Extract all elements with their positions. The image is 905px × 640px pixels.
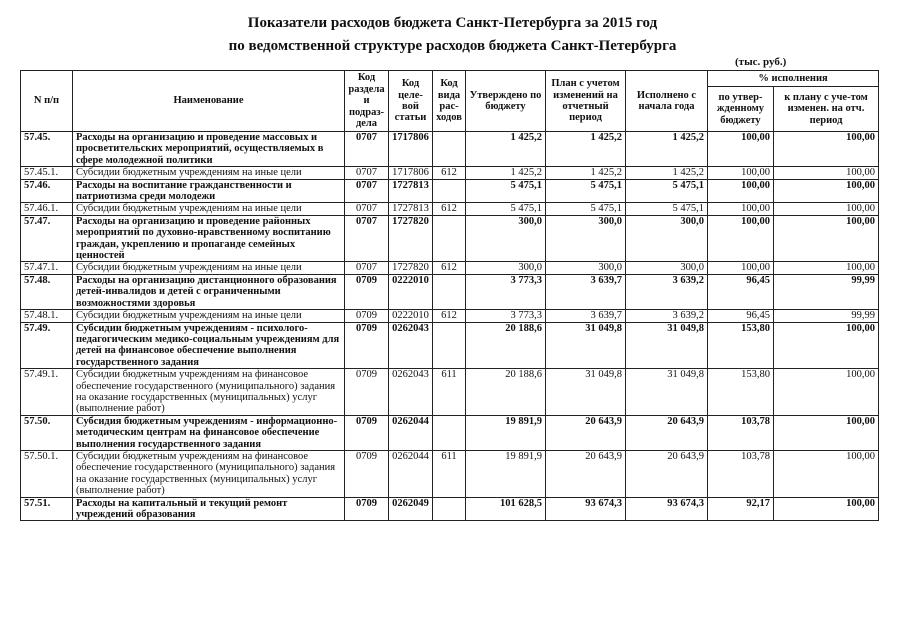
table-row [21,132,879,167]
row-plan: 3 639,7 [546,274,626,309]
row-plan: 93 674,3 [546,497,626,521]
row-name: Расходы на организацию и проведение районных мероприятий по духовно-нравственному воспитанию граждан, укреплению и пропаганде семейных ценностей [73,215,345,262]
row-pct-approved: 100,00 [708,167,774,179]
row-approved: 101 628,5 [466,497,546,521]
row-name: Расходы на капитальный и текущий ремонт учреждений образования [73,497,345,521]
row-vid-code: 612 [433,167,466,179]
row-pct-approved: 153,80 [708,322,774,369]
row-statya-code: 1727813 [389,179,433,203]
row-vid-code [433,132,466,167]
row-name: Субсидии бюджетным учреждениям - психолого-педагогическим медико-социальным учреждениям для детей на финансовое обеспечение выполнения государственного задания [73,322,345,369]
row-razdel-code: 0709 [345,450,389,497]
row-executed: 20 643,9 [626,450,708,497]
table-row [21,415,879,450]
row-pct-plan: 100,00 [774,369,879,416]
row-pct-approved: 92,17 [708,497,774,521]
document-subtitle: по ведомственной структуре расходов бюджета Санкт-Петербурга [228,38,677,54]
row-plan: 20 643,9 [546,415,626,450]
row-number: 57.46.1. [21,203,73,215]
row-number: 57.49. [21,322,73,369]
row-razdel-code: 0709 [345,274,389,309]
row-vid-code: 612 [433,203,466,215]
table-row [21,497,879,521]
row-executed: 5 475,1 [626,203,708,215]
row-approved: 20 188,6 [466,369,546,416]
row-vid-code: 612 [433,310,466,322]
row-vid-code: 611 [433,369,466,416]
row-statya-code: 1727820 [389,215,433,262]
row-razdel-code: 0709 [345,497,389,521]
row-razdel-code: 0707 [345,262,389,274]
row-pct-approved: 100,00 [708,132,774,167]
row-pct-plan: 100,00 [774,179,879,203]
row-number: 57.45. [21,132,73,167]
row-pct-approved: 103,78 [708,415,774,450]
row-pct-plan: 100,00 [774,262,879,274]
col-header-num: N п/п [21,71,73,132]
table-row [21,322,879,369]
col-header-vid: Код вида рас-ходов [433,71,466,132]
row-pct-plan: 100,00 [774,203,879,215]
row-statya-code: 1717806 [389,132,433,167]
row-pct-plan: 99,99 [774,310,879,322]
row-vid-code [433,179,466,203]
col-header-name: Наименование [73,71,345,132]
row-executed: 31 049,8 [626,322,708,369]
row-razdel-code: 0707 [345,167,389,179]
row-statya-code: 0262049 [389,497,433,521]
row-approved: 19 891,9 [466,450,546,497]
row-statya-code: 0222010 [389,310,433,322]
row-plan: 300,0 [546,262,626,274]
table-row [21,167,879,179]
row-plan: 3 639,7 [546,310,626,322]
row-pct-plan: 100,00 [774,497,879,521]
row-pct-plan: 100,00 [774,450,879,497]
units-label: (тыс. руб.) [735,56,787,68]
row-executed: 31 049,8 [626,369,708,416]
row-pct-approved: 100,00 [708,203,774,215]
row-vid-code [433,274,466,309]
row-approved: 5 475,1 [466,179,546,203]
row-plan: 1 425,2 [546,167,626,179]
row-number: 57.47. [21,215,73,262]
col-header-approved: Утверждено по бюджету [466,71,546,132]
col-header-plan: План с учетом изменений на отчетный период [546,71,626,132]
table-row [21,274,879,309]
row-number: 57.48.1. [21,310,73,322]
row-name: Субсидия бюджетным учреждениям - информационно-методическим центрам на финансовое обеспечение выполнения государственного задания [73,415,345,450]
row-plan: 5 475,1 [546,179,626,203]
row-vid-code [433,497,466,521]
row-pct-approved: 100,00 [708,215,774,262]
row-approved: 20 188,6 [466,322,546,369]
table-row [21,310,879,322]
row-razdel-code: 0707 [345,132,389,167]
row-name: Расходы на организацию и проведение массовых и просветительских мероприятий, осуществляемых в сфере молодежной политики [73,132,345,167]
row-number: 57.50.1. [21,450,73,497]
col-header-pct-approved: по утвер-жденному бюджету [708,87,774,132]
row-executed: 300,0 [626,262,708,274]
row-razdel-code: 0709 [345,415,389,450]
row-approved: 5 475,1 [466,203,546,215]
row-plan: 31 049,8 [546,322,626,369]
row-name: Субсидии бюджетным учреждениям на иные цели [73,310,345,322]
row-executed: 20 643,9 [626,415,708,450]
row-statya-code: 1717806 [389,167,433,179]
row-executed: 93 674,3 [626,497,708,521]
row-number: 57.48. [21,274,73,309]
row-plan: 5 475,1 [546,203,626,215]
table-row [21,215,879,262]
table-row [21,203,879,215]
row-statya-code: 1727813 [389,203,433,215]
row-plan: 300,0 [546,215,626,262]
row-number: 57.49.1. [21,369,73,416]
row-name: Расходы на воспитание гражданственности и патриотизма среди молодежи [73,179,345,203]
row-name: Субсидии бюджетным учреждениям на иные цели [73,262,345,274]
row-name: Расходы на организацию дистанционного образования детей-инвалидов и детей с ограниченными возможностями здоровья [73,274,345,309]
table-row [21,179,879,203]
col-header-statya: Код целе-вой статьи [389,71,433,132]
row-razdel-code: 0709 [345,369,389,416]
row-pct-plan: 100,00 [774,215,879,262]
row-pct-plan: 100,00 [774,132,879,167]
row-name: Субсидии бюджетным учреждениям на иные цели [73,203,345,215]
row-pct-approved: 100,00 [708,262,774,274]
row-approved: 1 425,2 [466,167,546,179]
row-executed: 3 639,2 [626,274,708,309]
table-row [21,369,879,416]
row-number: 57.51. [21,497,73,521]
row-statya-code: 0262043 [389,369,433,416]
col-header-pct-plan: к плану с уче-том изменен. на отч. период [774,87,879,132]
row-approved: 1 425,2 [466,132,546,167]
row-statya-code: 0262043 [389,322,433,369]
row-plan: 31 049,8 [546,369,626,416]
row-vid-code: 611 [433,450,466,497]
row-name: Субсидии бюджетным учреждениям на финансовое обеспечение государственного (муниципального) задания на оказание государственных (муниципальных) услуг (выполнение работ) [73,369,345,416]
col-header-executed: Исполнено с начала года [626,71,708,132]
row-number: 57.47.1. [21,262,73,274]
row-vid-code [433,415,466,450]
row-razdel-code: 0709 [345,322,389,369]
row-executed: 3 639,2 [626,310,708,322]
col-header-razdel: Код раздела и подраз-дела [345,71,389,132]
row-approved: 3 773,3 [466,310,546,322]
row-pct-plan: 100,00 [774,415,879,450]
row-number: 57.46. [21,179,73,203]
table-row [21,450,879,497]
row-plan: 20 643,9 [546,450,626,497]
row-statya-code: 0222010 [389,274,433,309]
row-pct-approved: 96,45 [708,310,774,322]
row-approved: 300,0 [466,262,546,274]
row-razdel-code: 0707 [345,215,389,262]
row-executed: 5 475,1 [626,179,708,203]
document-title: Показатели расходов бюджета Санкт-Петербурга за 2015 год [247,15,658,31]
row-pct-approved: 103,78 [708,450,774,497]
row-pct-plan: 99,99 [774,274,879,309]
row-razdel-code: 0707 [345,179,389,203]
row-executed: 300,0 [626,215,708,262]
row-statya-code: 0262044 [389,450,433,497]
row-statya-code: 1727820 [389,262,433,274]
row-razdel-code: 0709 [345,310,389,322]
table-row [21,262,879,274]
row-name: Субсидии бюджетным учреждениям на финансовое обеспечение государственного (муниципального) задания на оказание государственных (муниципальных) услуг (выполнение работ) [73,450,345,497]
row-pct-approved: 96,45 [708,274,774,309]
row-number: 57.45.1. [21,167,73,179]
row-pct-approved: 153,80 [708,369,774,416]
row-approved: 300,0 [466,215,546,262]
col-header-percent-group: % исполнения [708,71,879,87]
row-number: 57.50. [21,415,73,450]
row-executed: 1 425,2 [626,167,708,179]
row-statya-code: 0262044 [389,415,433,450]
budget-table [20,70,879,521]
row-plan: 1 425,2 [546,132,626,167]
row-vid-code [433,322,466,369]
row-razdel-code: 0707 [345,203,389,215]
row-approved: 19 891,9 [466,415,546,450]
row-pct-approved: 100,00 [708,179,774,203]
row-vid-code [433,215,466,262]
row-executed: 1 425,2 [626,132,708,167]
row-name: Субсидии бюджетным учреждениям на иные цели [73,167,345,179]
row-vid-code: 612 [433,262,466,274]
row-approved: 3 773,3 [466,274,546,309]
row-pct-plan: 100,00 [774,167,879,179]
row-pct-plan: 100,00 [774,322,879,369]
